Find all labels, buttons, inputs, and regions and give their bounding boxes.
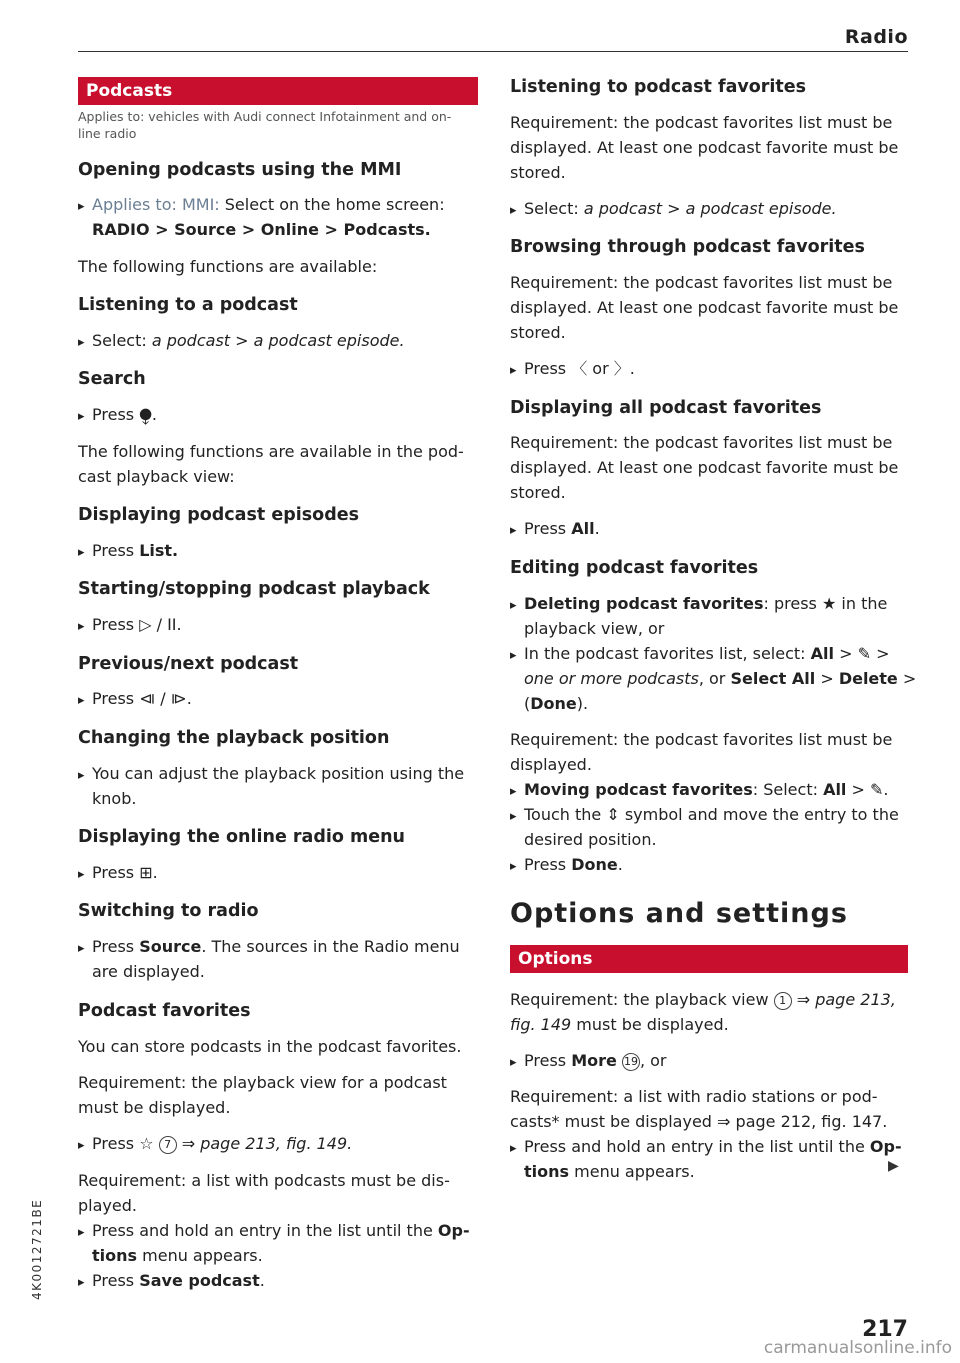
step-select-favorite: ▸ Select: a podcast > a podcast episode. [510, 196, 837, 223]
favorites-requirement-line-2: must be displayed. [78, 1098, 231, 1117]
menu-path: RADIO > Source > Online > Podcasts. [92, 220, 431, 239]
step-press-source-cont: are displayed. [92, 962, 205, 981]
step-press-search: ▸ Press ⧭. [78, 402, 157, 429]
watermark: carmanualsonline.info [763, 1338, 952, 1358]
heading-start-stop: Starting/stopping podcast playback [78, 579, 430, 599]
document-code: 4K0012721BE [30, 1198, 44, 1300]
options-req-line-1: Requirement: the playback view 1 ⇒ page 213, [510, 990, 896, 1009]
req-2-line-2: displayed. At least one podcast favorite must be [510, 298, 899, 317]
header-rule [78, 51, 908, 52]
req-2-line-1: Requirement: the podcast favorites list must be [510, 273, 893, 292]
list-requirement-line-2: played. [78, 1196, 137, 1215]
options-req-line-2: fig. 149 must be displayed. [510, 1015, 729, 1034]
step-select-podcast: ▸ Select: a podcast > a podcast episode. [78, 328, 405, 355]
heading-playback-position: Changing the playback position [78, 728, 390, 748]
options-req2-line-1: Requirement: a list with radio stations or pod- [510, 1087, 878, 1106]
req-3-line-1: Requirement: the podcast favorites list must be [510, 433, 893, 452]
playback-functions-line-1: The following functions are available in the pod- [78, 442, 464, 461]
callout-7: 7 [159, 1136, 177, 1154]
page-number: 217 [862, 1317, 908, 1342]
step-move-favorites: ▸ Moving podcast favorites: Select: All > ✎. [510, 777, 889, 804]
heading-search: Search [78, 369, 146, 389]
continue-arrow-icon: ▶ [888, 1158, 899, 1174]
heading-prev-next: Previous/next podcast [78, 654, 299, 674]
step-browse: ▸ Press 〈 or 〉. [510, 356, 635, 383]
list-requirement-line-1: Requirement: a list with podcasts must be dis- [78, 1171, 450, 1190]
heading-listening-favorites: Listening to podcast favorites [510, 77, 807, 97]
step-play-pause: ▸ Press ▷ / II. [78, 612, 182, 639]
step-save-podcast: ▸ Press Save podcast. [78, 1268, 265, 1295]
step-touch-symbol: ▸ Touch the ⇕ symbol and move the entry to the [510, 802, 899, 829]
step-skip: ▸ Press ⧏ / ⧐. [78, 686, 192, 713]
step-press-all: ▸ Press All. [510, 516, 600, 543]
step-press-menu: ▸ Press ⊞. [78, 860, 158, 887]
step-press-hold-cont: tions menu appears. [92, 1246, 263, 1265]
req-2-line-3: stored. [510, 323, 566, 342]
step-press-hold: ▸ Press and hold an entry in the list until the Op- [78, 1218, 470, 1245]
heading-displaying-episodes: Displaying podcast episodes [78, 505, 359, 525]
req-4-line-1: Requirement: the podcast favorites list must be [510, 730, 893, 749]
step-hold-entry: ▸ Press and hold an entry in the list until the Op- [510, 1134, 902, 1161]
options-section-bar: Options [510, 945, 908, 973]
favorites-intro: You can store podcasts in the podcast favorites. [78, 1037, 462, 1056]
step-hold-entry-cont: tions menu appears. [524, 1162, 695, 1181]
heading-online-radio-menu: Displaying the online radio menu [78, 827, 406, 847]
step-list-select-cont: one or more podcasts, or Select All > Delete > [524, 669, 917, 688]
step-list-select: ▸ In the podcast favorites list, select: All > ✎ > [510, 641, 889, 668]
callout-19: 19 [622, 1053, 640, 1071]
options-req2-line-2: casts* must be displayed ⇒ page 212, fig. 147. [510, 1112, 888, 1131]
req-1-line-3: stored. [510, 163, 566, 182]
heading-browsing-favorites: Browsing through podcast favorites [510, 237, 865, 257]
heading-podcast-favorites: Podcast favorites [78, 1001, 251, 1021]
heading-listening-podcast: Listening to a podcast [78, 295, 298, 315]
functions-intro: The following functions are available: [78, 257, 378, 276]
heading-displaying-all: Displaying all podcast favorites [510, 398, 822, 418]
req-1-line-2: displayed. At least one podcast favorite must be [510, 138, 899, 157]
step-press-star: ▸ Press ☆ 7 ⇒ page 213, fig. 149. [78, 1131, 352, 1158]
heading-editing-favorites: Editing podcast favorites [510, 558, 759, 578]
step-list-select-done: (Done). [524, 694, 589, 713]
step-adjust-position: ▸ You can adjust the playback position using the [78, 761, 464, 788]
chapter-title: Options and settings [510, 898, 848, 929]
favorites-requirement-line-1: Requirement: the playback view for a podcast [78, 1073, 447, 1092]
step-press-more: ▸ Press More 19 , or [510, 1048, 667, 1075]
req-3-line-2: displayed. At least one podcast favorite must be [510, 458, 899, 477]
heading-switching-radio: Switching to radio [78, 901, 259, 921]
step-press-list: ▸ Press List. [78, 538, 178, 565]
req-4-line-2: displayed. [510, 755, 592, 774]
callout-1: 1 [774, 992, 792, 1010]
req-1-line-1: Requirement: the podcast favorites list must be [510, 113, 893, 132]
req-3-line-3: stored. [510, 483, 566, 502]
applies-line-2: line radio [78, 126, 137, 141]
step-open-podcasts: ▸ Applies to: MMI: Select on the home screen: [78, 192, 445, 219]
step-delete-favorites-cont: playback view, or [524, 619, 665, 638]
step-press-source: ▸ Press Source. The sources in the Radio menu [78, 934, 460, 961]
step-adjust-position-cont: knob. [92, 789, 137, 808]
step-delete-favorites: ▸ Deleting podcast favorites: press ★ in the [510, 591, 887, 618]
applies-line-1: Applies to: vehicles with Audi connect Infotainment and on- [78, 109, 452, 124]
step-press-done: ▸ Press Done. [510, 852, 623, 879]
podcasts-section-bar: Podcasts [78, 77, 478, 105]
step-touch-symbol-cont: desired position. [524, 830, 657, 849]
heading-opening-podcasts: Opening podcasts using the MMI [78, 160, 402, 180]
section-title: Radio [844, 26, 908, 48]
playback-functions-line-2: cast playback view: [78, 467, 235, 486]
